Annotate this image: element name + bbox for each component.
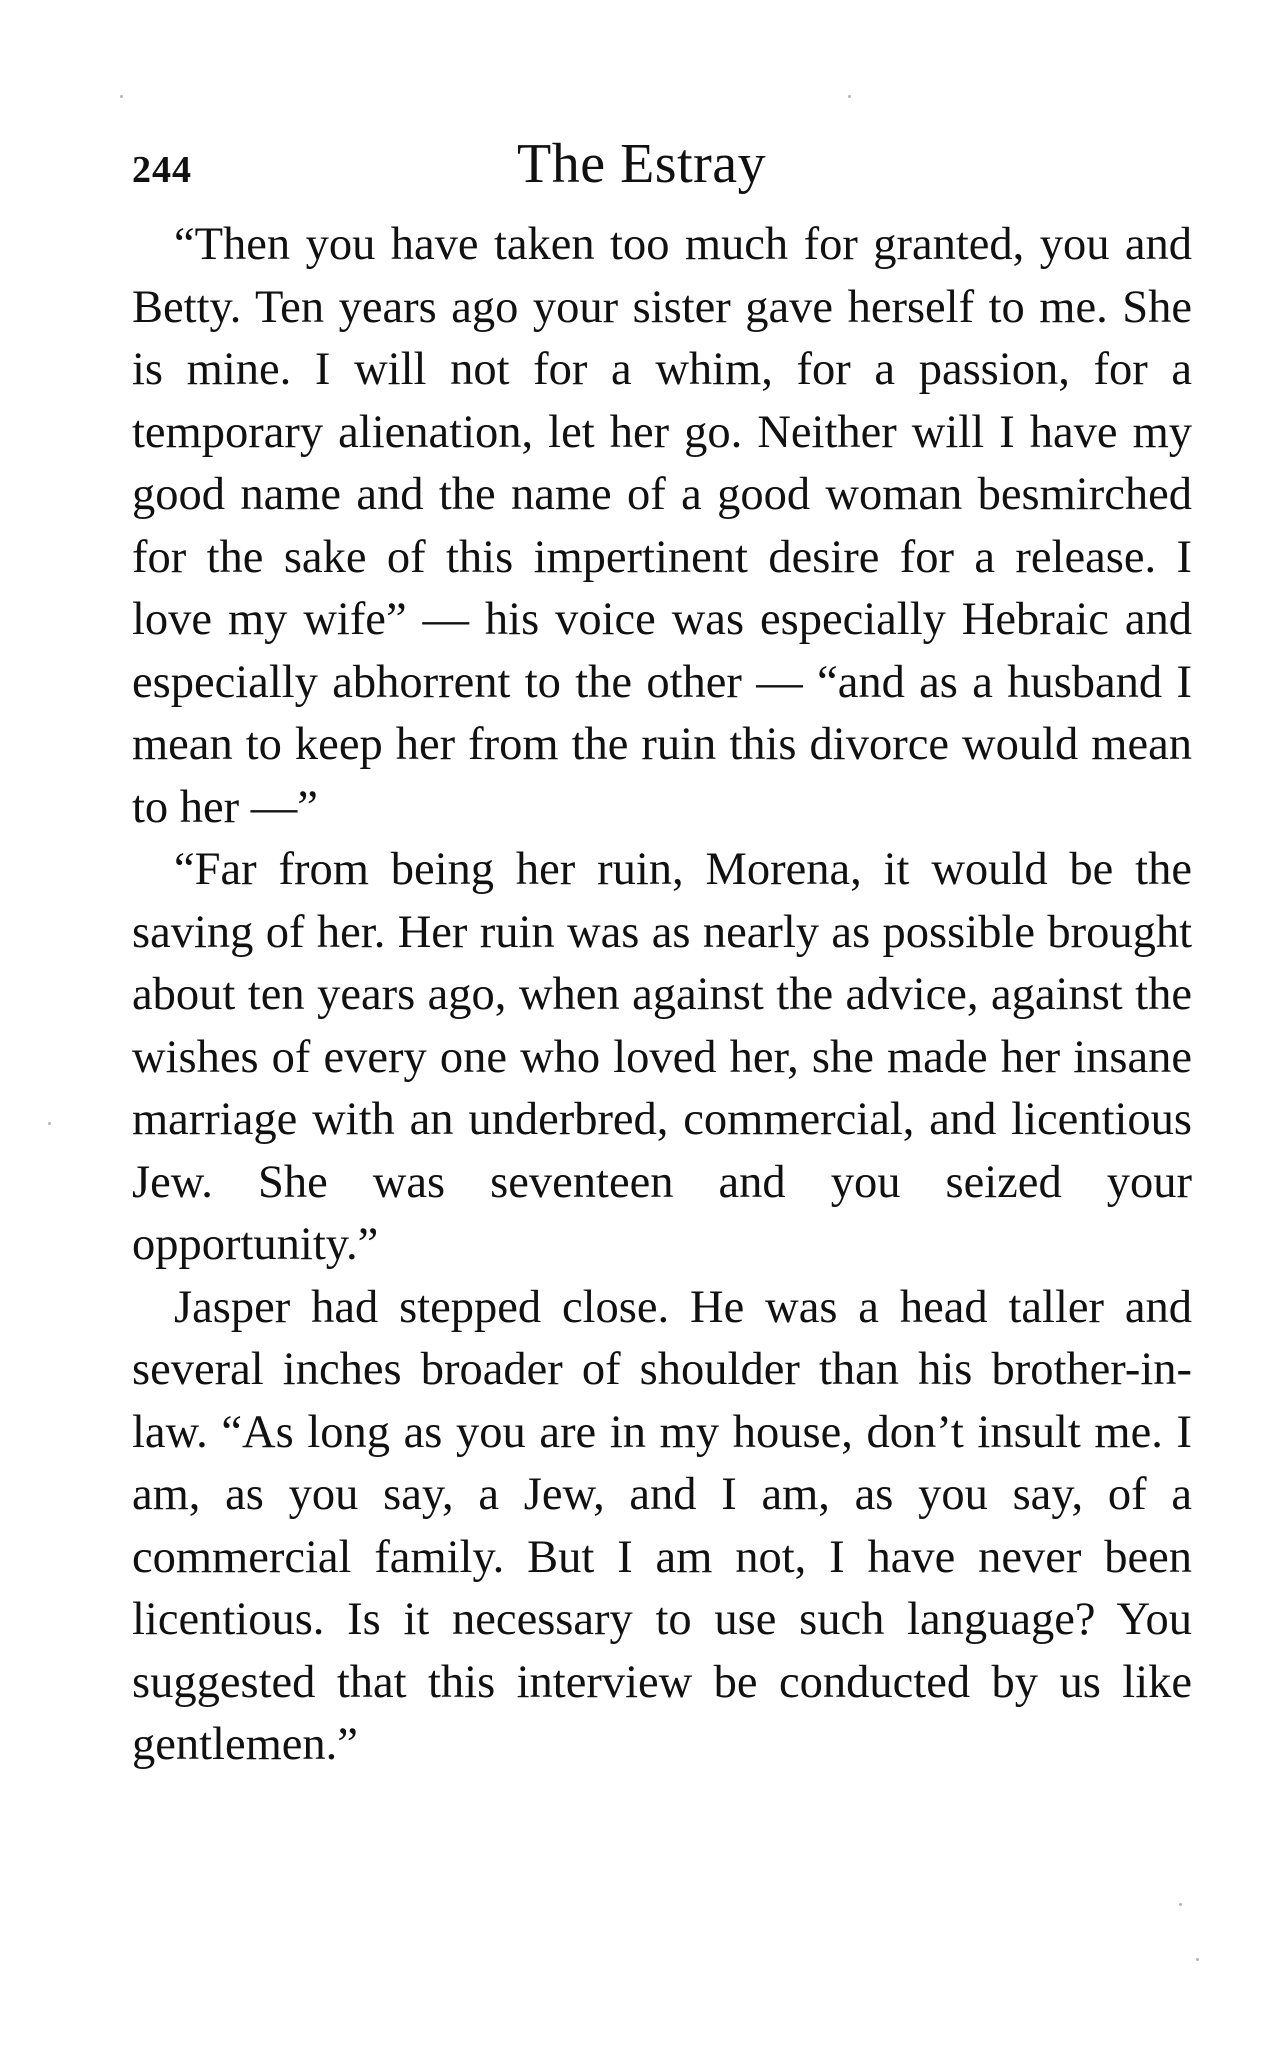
page-body — [132, 214, 1192, 1777]
scan-speck — [1179, 1903, 1182, 1906]
paragraph-1: “Then you have taken too much for granted, you and Betty. Ten years ago your sister gave herself to me. She is mine. I will not for a whim, for a passion, for a temporary alienation, let her go. Neither will I have my good name and the name of a good woman besmirched for the sake of this impertinent desire for a release. I love my wife” — his voice was especially Hebraic and especially abhorrent to the other — “and as a husband I mean to keep her from the ruin this divorce would mean to her —” — [132, 219, 1192, 833]
page-header — [132, 132, 1192, 212]
running-title: The Estray — [517, 133, 767, 195]
scan-speck — [48, 1122, 51, 1125]
scan-speck — [1196, 1958, 1199, 1961]
scan-speck — [848, 95, 851, 98]
paragraph-2: “Far from being her ruin, Morena, it would be the saving of her. Her ruin was as nearly as possible brought about ten years ago, when against the advice, against the wishes of every one who loved her, she made her insane marriage with an underbred, commercial, and licentious Jew. She was seventeen and you seized your opportunity.” — [132, 844, 1192, 1270]
paragraph-3: Jasper had stepped close. He was a head taller and several inches broader of shoulder than his brother-in-law. “As long as you are in my house, don’t insult me. I am, as you say, a Jew, and I am, as you say, of a commercial family. But I am not, I have never been licentious. Is it necessary to use such language? You suggested that this interview be conducted by us like gentlemen.” — [132, 1281, 1192, 1770]
page-number: 244 — [132, 149, 192, 191]
scan-speck — [120, 95, 123, 98]
